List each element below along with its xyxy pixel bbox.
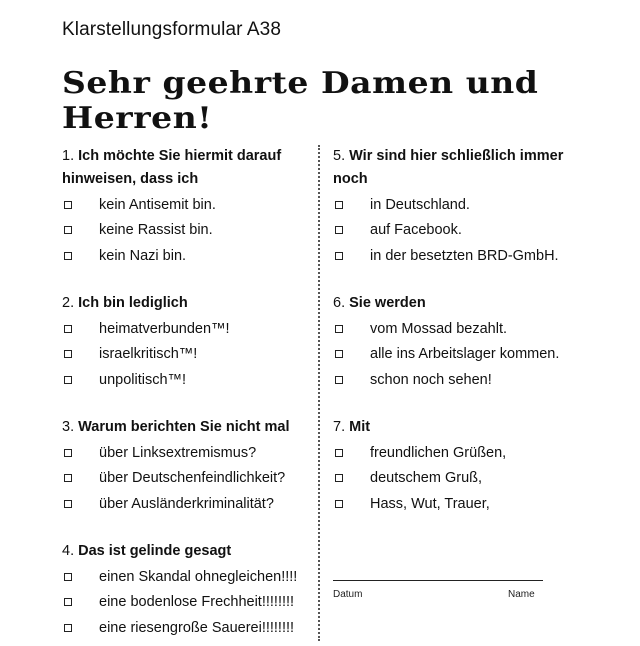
checkbox[interactable] [335,201,343,209]
section-7-title [333,416,593,439]
checkbox[interactable] [335,474,343,482]
option-label: in Deutschland. [370,196,470,213]
greeting-heading: Sehr geehrte Damen und Herren! [62,66,539,136]
section-3 [62,416,312,517]
section-heading: Wir sind hier schließlich immer noch [333,148,564,187]
option-label: Hass, Wut, Trauer, [370,495,490,512]
checkbox[interactable] [64,325,72,333]
checkbox[interactable] [335,350,343,358]
option-label: über Deutschenfeindlichkeit? [99,470,286,487]
section-3-title [62,416,312,439]
section-number: 5. [333,148,346,164]
section-5 [333,145,593,269]
option-row[interactable] [62,367,312,393]
option-row[interactable] [333,243,593,269]
option-label: schon noch sehen! [370,371,492,388]
checkbox[interactable] [335,500,343,508]
option-row[interactable] [62,590,312,616]
signature-line[interactable] [333,580,543,581]
section-6 [333,292,593,393]
option-row[interactable] [333,192,593,218]
section-2 [62,292,312,393]
checkbox[interactable] [64,252,72,260]
checkbox[interactable] [64,201,72,209]
section-5-title [333,145,593,191]
checkbox[interactable] [64,226,72,234]
section-6-title [333,292,593,315]
option-row[interactable] [62,316,312,342]
option-label: über Linksextremismus? [99,444,257,461]
option-label: freundlichen Grüßen, [370,444,507,461]
section-4 [62,540,312,641]
section-number: 1. [62,148,75,164]
option-row[interactable] [62,615,312,641]
option-row[interactable] [62,218,312,244]
option-label: israelkritisch™! [99,346,198,363]
option-row[interactable] [333,440,593,466]
checkbox[interactable] [64,376,72,384]
section-heading: Ich bin lediglich [78,295,188,311]
section-number: 3. [62,419,75,435]
option-label: unpolitisch™! [99,371,187,388]
option-row[interactable] [333,316,593,342]
option-label: deutschem Gruß, [370,470,483,487]
option-row[interactable] [333,491,593,517]
section-7 [333,416,593,517]
option-label: kein Antisemit bin. [99,196,216,213]
section-number: 7. [333,419,346,435]
option-label: in der besetzten BRD-GmbH. [370,247,559,264]
checkbox[interactable] [64,350,72,358]
checkbox[interactable] [335,376,343,384]
option-label: keine Rassist bin. [99,222,213,239]
option-label: eine bodenlose Frechheit!!!!!!!! [99,594,295,611]
column-divider [318,145,320,641]
option-label: heimatverbunden™! [99,320,230,337]
section-number: 2. [62,295,75,311]
option-row[interactable] [62,243,312,269]
checkbox[interactable] [335,449,343,457]
option-row[interactable] [62,440,312,466]
option-row[interactable] [62,342,312,368]
checkbox[interactable] [64,449,72,457]
option-row[interactable] [333,367,593,393]
checkbox[interactable] [64,500,72,508]
option-label: über Ausländerkriminalität? [99,495,274,512]
option-row[interactable] [333,218,593,244]
section-2-title [62,292,312,315]
section-heading: Warum berichten Sie nicht mal [78,419,290,435]
option-label: kein Nazi bin. [99,247,187,264]
option-label: vom Mossad bezahlt. [370,320,508,337]
section-number: 6. [333,295,346,311]
checkbox[interactable] [64,573,72,581]
section-1-title [62,145,312,191]
section-heading: Mit [349,419,371,435]
section-heading: Ich möchte Sie hiermit darauf hinweisen, dass ich [62,148,282,187]
option-row[interactable] [62,491,312,517]
option-row[interactable] [62,564,312,590]
option-label: einen Skandal ohnegleichen!!!! [99,568,298,585]
section-1 [62,145,312,269]
section-heading: Sie werden [349,295,426,311]
option-label: eine riesengroße Sauerei!!!!!!!! [99,619,295,636]
section-heading: Das ist gelinde gesagt [78,543,232,559]
date-label: Datum [333,589,363,600]
checkbox[interactable] [64,474,72,482]
checkbox[interactable] [64,598,72,606]
option-row[interactable] [333,342,593,368]
form-id: Klarstellungsformular A38 [62,19,281,40]
checkbox[interactable] [64,624,72,632]
option-label: alle ins Arbeitslager kommen. [370,346,560,363]
checkbox[interactable] [335,226,343,234]
option-row[interactable] [62,192,312,218]
option-label: auf Facebook. [370,222,462,239]
checkbox[interactable] [335,325,343,333]
section-number: 4. [62,543,75,559]
option-row[interactable] [333,466,593,492]
name-label: Name [508,589,535,600]
section-4-title [62,540,312,563]
option-row[interactable] [62,466,312,492]
checkbox[interactable] [335,252,343,260]
